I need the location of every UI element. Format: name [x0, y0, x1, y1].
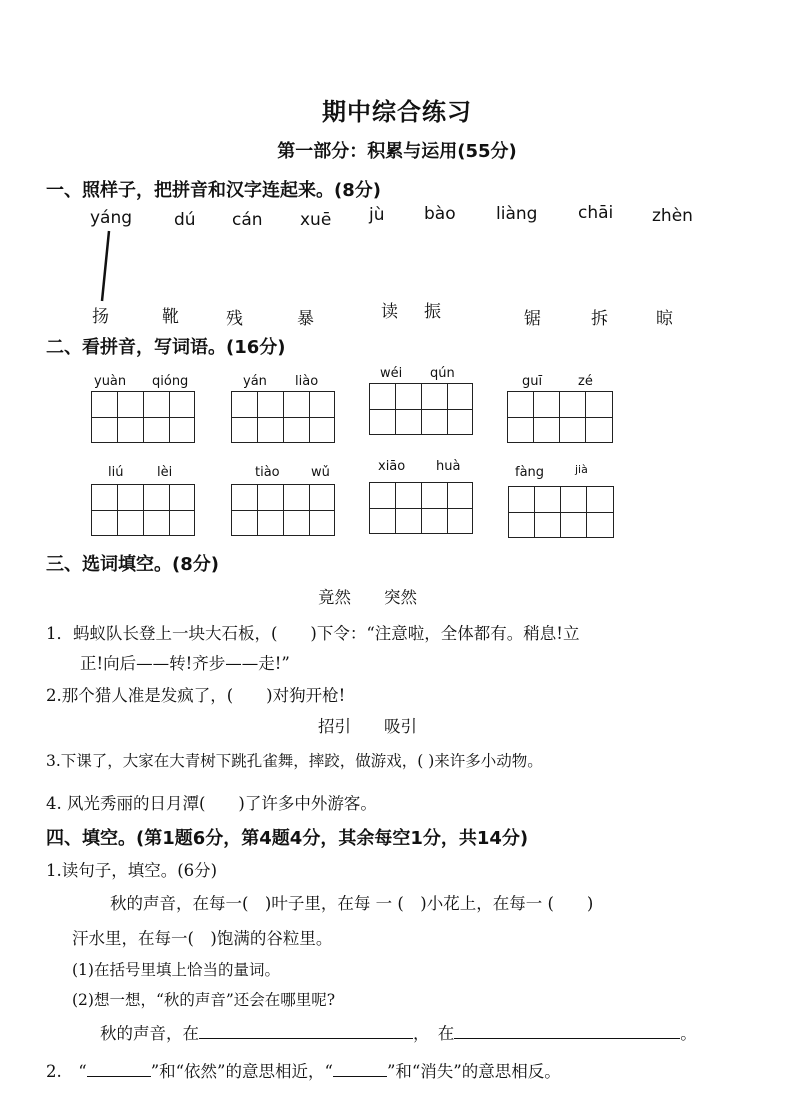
answer-blank[interactable]	[454, 1022, 680, 1039]
page-subtitle: 第一部分：积累与运用(55分)	[277, 141, 517, 162]
pinyin-item: jù	[369, 205, 385, 225]
question-4-1-para1: 秋的声音，在每一( )叶子里，在每 一 ( )小花上，在每一 ( )	[110, 894, 594, 913]
pinyin-item: chāi	[578, 203, 614, 223]
section3-heading: 三、选词填空。(8分)	[46, 554, 219, 575]
word-pinyin: xiāo	[378, 459, 406, 474]
word-pinyin: lèi	[157, 465, 173, 480]
answer-mid: ， 在	[413, 1024, 455, 1043]
word-pinyin: qún	[430, 366, 455, 381]
word-pinyin: qióng	[152, 374, 189, 389]
q2-part-a: 2. “	[46, 1062, 87, 1081]
answer-blank[interactable]	[333, 1060, 387, 1077]
pinyin-item: dú	[174, 210, 196, 230]
question-3-3: 3.下课了，大家在大青树下跳孔雀舞，摔跤，做游戏，( )来许多小动物。	[46, 752, 543, 770]
answer-prefix: 秋的声音，在	[100, 1024, 199, 1043]
writing-grid[interactable]	[231, 484, 335, 536]
answer-blank[interactable]	[87, 1060, 151, 1077]
hanzi-item: 振	[424, 302, 441, 322]
question-4-2	[46, 1058, 561, 1082]
answer-end: 。	[680, 1024, 697, 1043]
pinyin-item: bào	[424, 204, 456, 224]
hanzi-item: 暴	[297, 309, 314, 329]
writing-grid[interactable]	[231, 391, 335, 443]
word-pinyin: liào	[295, 374, 319, 389]
pinyin-item: zhèn	[652, 206, 693, 226]
writing-grid[interactable]	[369, 383, 473, 435]
question-3-1-cont: 正!向后——转!齐步——走!”	[80, 654, 290, 673]
writing-grid[interactable]	[369, 482, 473, 534]
writing-grid[interactable]	[507, 391, 613, 443]
word-pinyin: wǔ	[311, 465, 330, 480]
section2-heading: 二、看拼音，写词语。(16分)	[46, 337, 286, 358]
answer-blank[interactable]	[199, 1022, 413, 1039]
question-4-1-title: 1.读句子，填空。(6分)	[46, 861, 218, 880]
word-pinyin: zé	[578, 374, 593, 389]
word-pinyin: jià	[575, 463, 588, 476]
word-options-2: 招引 吸引	[318, 717, 417, 736]
pinyin-item: liàng	[496, 204, 538, 224]
hanzi-item: 残	[226, 309, 243, 329]
word-pinyin: fàng	[515, 465, 545, 480]
section4-heading: 四、填空。(第1题6分，第4题4分，其余每空1分，共14分)	[46, 828, 529, 849]
writing-grid[interactable]	[91, 484, 195, 536]
question-3-2: 2.那个猎人准是发疯了，( )对狗开枪!	[46, 686, 346, 705]
hanzi-item: 读	[381, 302, 398, 322]
word-pinyin: wéi	[380, 366, 403, 381]
hanzi-item: 拆	[591, 309, 608, 329]
word-pinyin: yán	[243, 374, 267, 389]
word-pinyin: liú	[108, 465, 124, 480]
hanzi-item: 晾	[656, 309, 673, 329]
hanzi-item: 靴	[162, 307, 179, 327]
word-options-1: 竟然 突然	[318, 588, 417, 607]
writing-grid[interactable]	[508, 486, 614, 538]
question-4-1-sub1: (1)在括号里填上恰当的量词。	[72, 961, 280, 979]
question-3-4: 4. 风光秀丽的日月潭( )了许多中外游客。	[46, 794, 377, 813]
page-title: 期中综合练习	[322, 98, 472, 126]
word-pinyin: tiào	[255, 465, 280, 480]
question-4-1-sub2: (2)想一想，“秋的声音”还会在哪里呢?	[72, 991, 336, 1009]
question-4-1-answer	[100, 1020, 697, 1044]
q2-part-c: ”和“消失”的意思相反。	[386, 1062, 561, 1081]
q2-part-b: ”和“依然”的意思相近，“	[150, 1062, 333, 1081]
pinyin-item: cán	[232, 210, 263, 230]
pinyin-item: xuē	[300, 210, 332, 230]
writing-grid[interactable]	[91, 391, 195, 443]
hanzi-item: 锯	[524, 309, 541, 329]
section1-heading: 一、照样子，把拼音和汉字连起来。(8分)	[46, 180, 381, 201]
hanzi-item: 扬	[92, 307, 109, 327]
word-pinyin: guī	[522, 374, 543, 389]
question-4-1-para2: 汗水里，在每一( )饱满的谷粒里。	[72, 929, 333, 948]
word-pinyin: huà	[436, 459, 461, 474]
pinyin-item: yáng	[90, 208, 133, 228]
question-3-1: 1．蚂蚁队长登上一块大石板，( )下令：“注意啦，全体都有。稍息!立	[46, 624, 580, 643]
word-pinyin: yuàn	[94, 374, 127, 389]
